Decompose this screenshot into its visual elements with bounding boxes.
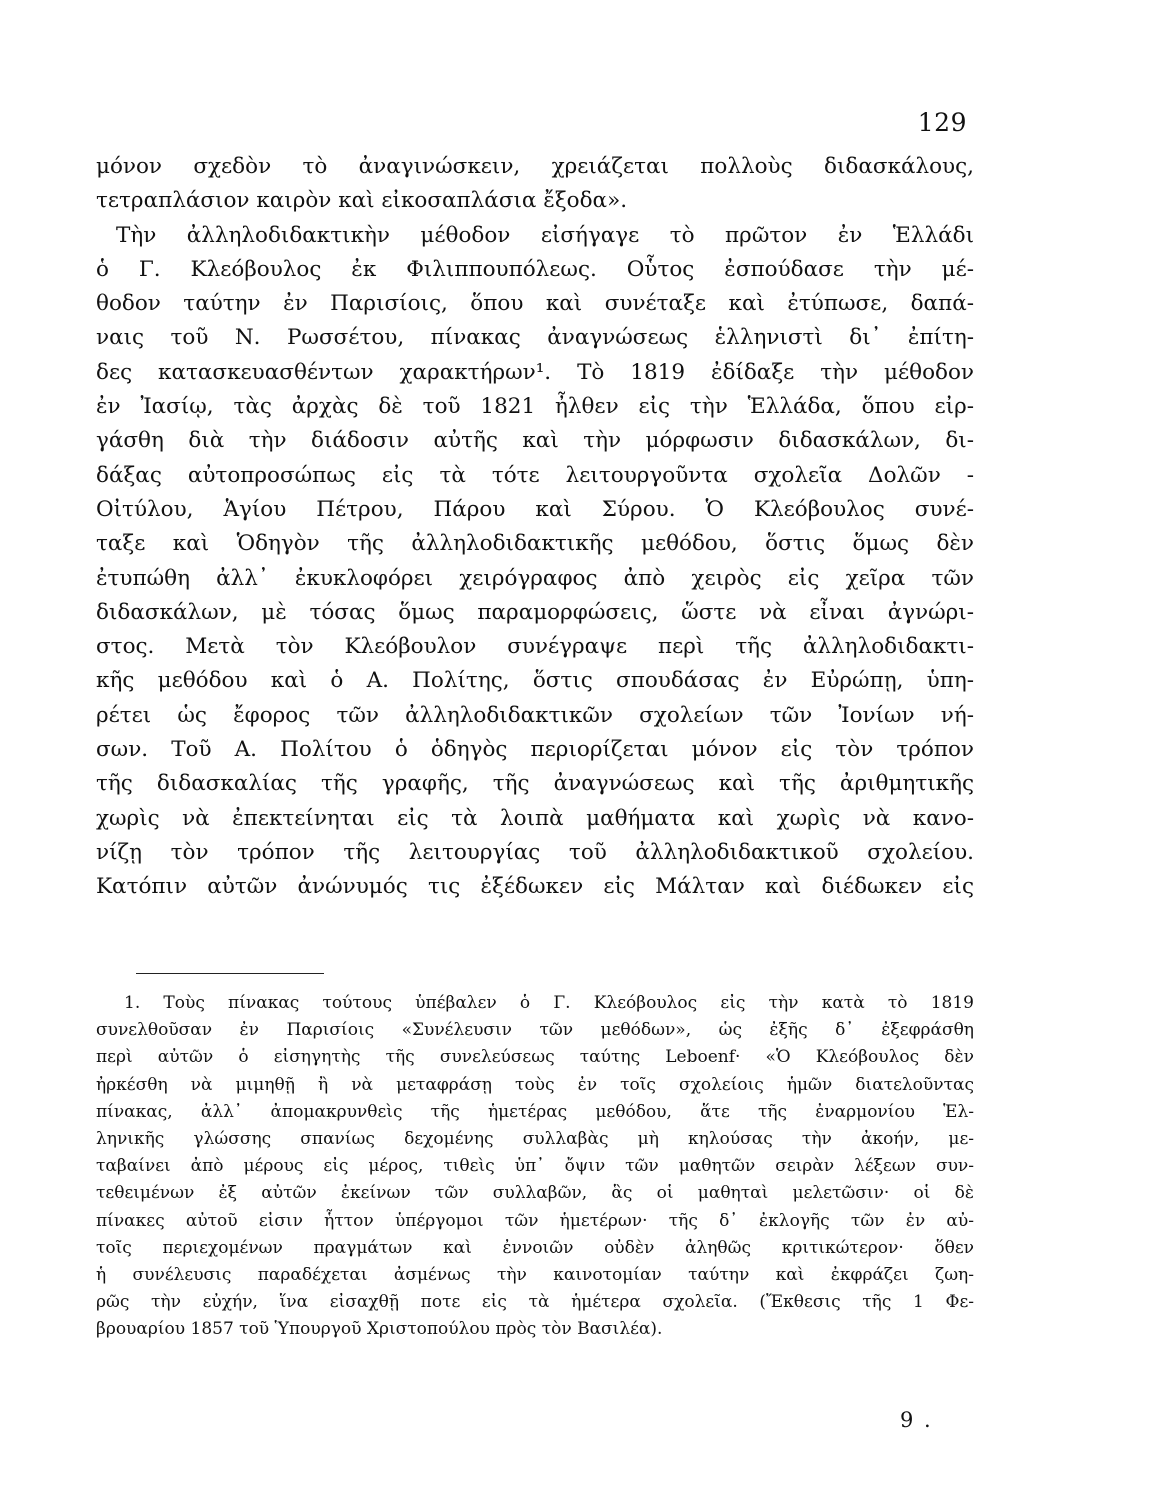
text-line: σων. Τοῦ Α. Πολίτου ὁ ὁδηγὸς περιορίζεται μόνον εἰς τὸν τρόπον <box>96 737 974 763</box>
footnote-line: τοῖς περιεχομένων πραγμάτων καὶ ἐννοιῶν οὐδὲν ἀληθῶς κριτικώτερον· ὅθεν <box>96 1237 974 1258</box>
text-line: στος. Μετὰ τὸν Κλεόβουλον συνέγραψε περὶ τῆς ἀλληλοδιδακτι- <box>96 634 974 660</box>
text-line: τετραπλάσιον καιρὸν καὶ εἰκοσαπλάσια ἔξοδα». <box>96 188 628 214</box>
footnote-line: πίνακας, ἀλλ᾿ ἀπομακρυνθεὶς τῆς ἡμετέρας μεθόδου, ἅτε τῆς ἐναρμονίου Ἑλ- <box>96 1101 974 1122</box>
footnote-line: τεθειμένων ἐξ αὐτῶν ἐκείνων τῶν συλλαβῶν, ἃς οἱ μαθηταὶ μελετῶσιν· οἱ δὲ <box>96 1183 974 1204</box>
main-text <box>96 150 974 905</box>
footnote-line: ρῶς τὴν εὐχήν, ἵνα εἰσαχθῇ ποτε εἰς τὰ ἡμέτερα σχολεῖα. (Ἔκθεσις τῆς 1 Φε- <box>96 1292 974 1313</box>
text-line: γάσθη διὰ τὴν διάδοσιν αὐτῆς καὶ τὴν μόρφωσιν διδασκάλων, δι- <box>96 428 974 454</box>
footnote <box>96 990 974 1343</box>
footnote-line: ληνικῆς γλώσσης σπανίως δεχομένης συλλαβὰς μὴ κηλούσας τὴν ἀκοήν, με- <box>96 1128 974 1149</box>
text-line: ναις τοῦ Ν. Ρωσσέτου, πίνακας ἀναγνώσεως ἑλληνιστὶ δι᾿ ἐπίτη- <box>96 325 974 351</box>
text-line: Τὴν ἀλληλοδιδακτικὴν μέθοδον εἰσήγαγε τὸ πρῶτον ἐν Ἑλλάδι <box>116 222 974 248</box>
page-number: 129 <box>917 108 967 137</box>
footnote-line: πίνακες αὐτοῦ εἰσιν ἧττον ὑπέργομοι τῶν ἡμετέρων· τῆς δ᾿ ἐκλογῆς τῶν ἐν αὐ- <box>96 1210 974 1231</box>
footnote-line: ἡ συνέλευσις παραδέχεται ἀσμένως τὴν καινοτομίαν ταύτην καὶ ἐκφράζει ζωη- <box>96 1264 974 1285</box>
footnote-line: 1. Τοὺς πίνακας τούτους ὑπέβαλεν ὁ Γ. Κλεόβουλος εἰς τὴν κατὰ τὸ 1819 <box>124 993 974 1013</box>
text-line: νίζῃ τὸν τρόπον τῆς λειτουργίας τοῦ ἀλληλοδιδακτικοῦ σχολείου. <box>96 839 974 865</box>
text-line: διδασκάλων, μὲ τόσας ὅμως παραμορφώσεις, ὥστε νὰ εἶναι ἀγνώρι- <box>96 599 974 625</box>
text-line: ἐτυπώθη ἀλλ᾿ ἐκυκλοφόρει χειρόγραφος ἀπὸ χειρὸς εἰς χεῖρα τῶν <box>96 565 974 591</box>
footnote-divider <box>136 973 324 974</box>
text-line: ἐν Ἰασίῳ, τὰς ἀρχὰς δὲ τοῦ 1821 ἦλθεν εἰς τὴν Ἑλλάδα, ὅπου εἰρ- <box>96 394 974 420</box>
footnote-line: βρουαρίου 1857 τοῦ Ὑπουργοῦ Χριστοπούλου πρὸς τὸν Βασιλέα). <box>96 1319 663 1340</box>
footnote-line: περὶ αὐτῶν ὁ εἰσηγητὴς τῆς συνελεύσεως ταύτης Leboenf· «Ὁ Κλεόβουλος δὲν <box>96 1047 974 1068</box>
text-line: ρέτει ὡς ἔφορος τῶν ἀλληλοδιδακτικῶν σχολείων τῶν Ἰονίων νή- <box>96 702 974 728</box>
printer-signature-mark: 9 . <box>900 1408 933 1432</box>
text-line: ὁ Γ. Κλεόβουλος ἐκ Φιλιππουπόλεως. Οὗτος ἐσπούδασε τὴν μέ- <box>96 256 974 282</box>
text-line: μόνον σχεδὸν τὸ ἀναγινώσκειν, χρειάζεται πολλοὺς διδασκάλους, <box>96 154 974 179</box>
footnote-line: ταβαίνει ἀπὸ μέρους εἰς μέρος, τιθεὶς ὑπ᾿ ὄψιν τῶν μαθητῶν σειρὰν λέξεων συν- <box>96 1156 974 1177</box>
text-line: τῆς διδασκαλίας τῆς γραφῆς, τῆς ἀναγνώσεως καὶ τῆς ἀριθμητικῆς <box>96 771 974 797</box>
text-line: δες κατασκευασθέντων χαρακτήρων¹. Τὸ 1819 ἐδίδαξε τὴν μέθοδον <box>96 359 974 385</box>
text-line: Κατόπιν αὐτῶν ἀνώνυμός τις ἐξέδωκεν εἰς Μάλταν καὶ διέδωκεν εἰς <box>96 874 974 900</box>
footnote-line: συνελθοῦσαν ἐν Παρισίοις «Συνέλευσιν τῶν μεθόδων», ὡς ἐξῆς δ᾿ ἐξεφράσθη <box>96 1020 974 1041</box>
text-line: θοδον ταύτην ἐν Παρισίοις, ὅπου καὶ συνέταξε καὶ ἐτύπωσε, δαπά- <box>96 291 974 317</box>
text-line: χωρὶς νὰ ἐπεκτείνηται εἰς τὰ λοιπὰ μαθήματα καὶ χωρὶς νὰ κανο- <box>96 805 974 831</box>
text-line: δάξας αὐτοπροσώπως εἰς τὰ τότε λειτουργοῦντα σχολεῖα Δολῶν - <box>96 462 974 488</box>
footnote-line: ἠρκέσθη νὰ μιμηθῇ ἢ νὰ μεταφράσῃ τοὺς ἐν τοῖς σχολείοις ἡμῶν διατελοῦντας <box>96 1074 974 1095</box>
text-line: Οἰτύλου, Ἁγίου Πέτρου, Πάρου καὶ Σύρου. Ὁ Κλεόβουλος συνέ- <box>96 496 974 522</box>
text-line: κῆς μεθόδου καὶ ὁ Α. Πολίτης, ὅστις σπουδάσας ἐν Εὐρώπῃ, ὑπη- <box>96 668 974 694</box>
text-line: ταξε καὶ Ὁδηγὸν τῆς ἀλληλοδιδακτικῆς μεθόδου, ὅστις ὅμως δὲν <box>96 531 974 557</box>
